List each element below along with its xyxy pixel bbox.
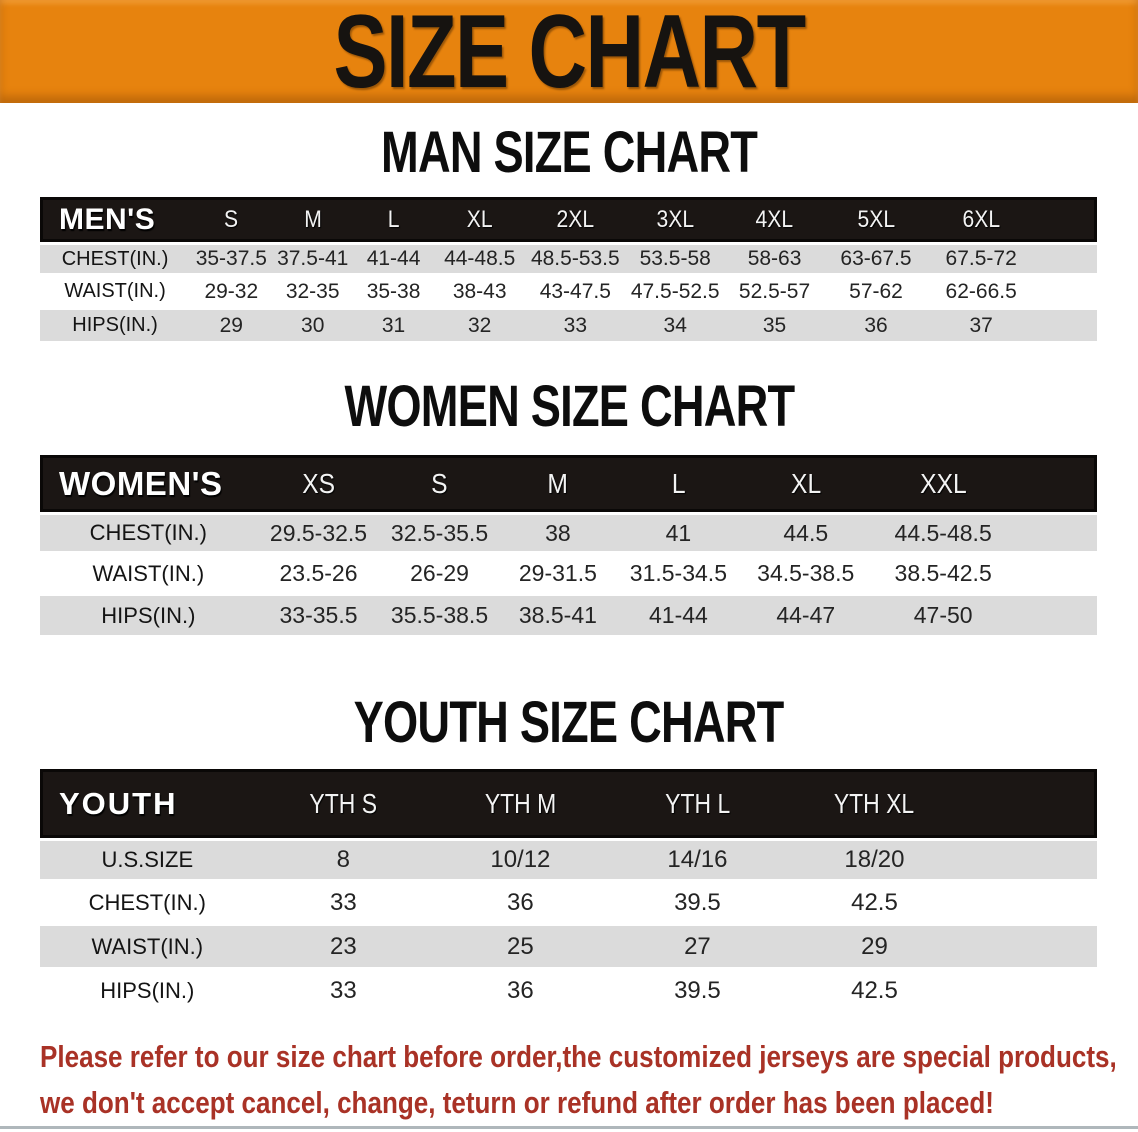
size-value-cell: 27 [609, 926, 787, 970]
size-value-cell: 42.5 [786, 882, 963, 926]
women-header-label: WOMEN'S [40, 455, 257, 512]
spacer-cell [963, 769, 1097, 838]
size-value-cell: 41-44 [617, 596, 740, 638]
size-value-cell: 23.5-26 [257, 554, 381, 596]
size-chart-banner [0, 0, 1138, 110]
size-column-header: M [273, 197, 353, 242]
size-value-cell: 32.5-35.5 [380, 512, 498, 554]
men-section-title: MAN SIZE CHART [380, 120, 758, 185]
spacer-cell [1035, 276, 1097, 310]
spacer-cell [963, 970, 1097, 1014]
size-value-cell: 36 [432, 970, 609, 1014]
women-section-title: WOMEN SIZE CHART [344, 374, 794, 439]
size-value-cell: 32-35 [273, 276, 353, 310]
size-value-cell: 8 [255, 838, 433, 882]
size-value-cell: 30 [273, 310, 353, 344]
youth-size-table [40, 769, 1097, 1014]
men-header-label: MEN'S [40, 197, 190, 242]
size-column-header: XL [434, 197, 525, 242]
size-value-cell: 44-48.5 [434, 242, 525, 276]
spacer-cell [1035, 242, 1097, 276]
size-column-header: XL [740, 455, 872, 512]
men-size-table [40, 197, 1097, 344]
policy-line-2: we don't accept cancel, change, teturn or refund after order has been placed! [40, 1085, 994, 1120]
size-value-cell: 33 [255, 970, 433, 1014]
youth-section-title: YOUTH SIZE CHART [354, 690, 784, 755]
spacer-cell [1015, 596, 1098, 638]
size-column-header: S [190, 197, 272, 242]
spacer-cell [1015, 512, 1098, 554]
size-value-cell: 47.5-52.5 [626, 276, 725, 310]
size-value-cell: 23 [255, 926, 433, 970]
spacer-cell [963, 926, 1097, 970]
spacer-cell [963, 838, 1097, 882]
size-value-cell: 67.5-72 [928, 242, 1035, 276]
men-header-row [40, 197, 1097, 242]
size-value-cell: 35-38 [353, 276, 434, 310]
size-value-cell: 29-32 [190, 276, 272, 310]
youth-header-label: YOUTH [40, 769, 255, 838]
row-label: CHEST(IN.) [40, 512, 257, 554]
size-value-cell: 26-29 [380, 554, 498, 596]
row-label: WAIST(IN.) [40, 554, 257, 596]
row-label: CHEST(IN.) [40, 242, 190, 276]
size-value-cell: 33-35.5 [257, 596, 381, 638]
size-value-cell: 43-47.5 [525, 276, 625, 310]
size-value-cell: 38 [499, 512, 617, 554]
size-column-header: L [617, 455, 740, 512]
size-value-cell: 33 [525, 310, 625, 344]
women-hips-row [40, 596, 1097, 638]
size-column-header: YTH M [432, 769, 609, 838]
size-column-header: YTH L [609, 769, 787, 838]
size-value-cell: 62-66.5 [928, 276, 1035, 310]
size-value-cell: 14/16 [609, 838, 787, 882]
size-value-cell: 42.5 [786, 970, 963, 1014]
size-column-header: 4XL [725, 197, 824, 242]
size-value-cell: 38.5-41 [499, 596, 617, 638]
men-hips-row [40, 310, 1097, 344]
size-value-cell: 48.5-53.5 [525, 242, 625, 276]
row-label: HIPS(IN.) [40, 970, 255, 1014]
size-value-cell: 38-43 [434, 276, 525, 310]
size-value-cell: 36 [432, 882, 609, 926]
size-value-cell: 44.5 [740, 512, 872, 554]
youth-waist-row [40, 926, 1097, 970]
size-value-cell: 29.5-32.5 [257, 512, 381, 554]
size-value-cell: 36 [824, 310, 928, 344]
size-column-header: XXL [872, 455, 1015, 512]
spacer-cell [1015, 455, 1098, 512]
policy-line-1: Please refer to our size chart before order,the customized jerseys are special products, [40, 1039, 1117, 1074]
size-value-cell: 39.5 [609, 882, 787, 926]
women-waist-row [40, 554, 1097, 596]
youth-chest-row [40, 882, 1097, 926]
size-value-cell: 25 [432, 926, 609, 970]
size-column-header: M [499, 455, 617, 512]
spacer-cell [1015, 554, 1098, 596]
size-column-header: YTH S [255, 769, 433, 838]
size-value-cell: 34 [626, 310, 725, 344]
size-value-cell: 35 [725, 310, 824, 344]
youth-ussize-row [40, 838, 1097, 882]
size-value-cell: 41 [617, 512, 740, 554]
size-value-cell: 35-37.5 [190, 242, 272, 276]
size-value-cell: 57-62 [824, 276, 928, 310]
women-size-table [40, 455, 1097, 638]
banner-title: SIZE CHART [333, 0, 805, 110]
size-column-header: 2XL [525, 197, 625, 242]
size-value-cell: 38.5-42.5 [872, 554, 1015, 596]
size-value-cell: 41-44 [353, 242, 434, 276]
size-value-cell: 35.5-38.5 [380, 596, 498, 638]
size-value-cell: 31 [353, 310, 434, 344]
size-value-cell: 47-50 [872, 596, 1015, 638]
size-column-header: L [353, 197, 434, 242]
size-value-cell: 52.5-57 [725, 276, 824, 310]
size-column-header: 6XL [928, 197, 1035, 242]
row-label: U.S.SIZE [40, 838, 255, 882]
women-chest-row [40, 512, 1097, 554]
size-value-cell: 10/12 [432, 838, 609, 882]
row-label: HIPS(IN.) [40, 310, 190, 344]
size-value-cell: 33 [255, 882, 433, 926]
size-column-header: S [380, 455, 498, 512]
size-value-cell: 29 [190, 310, 272, 344]
size-value-cell: 53.5-58 [626, 242, 725, 276]
row-label: WAIST(IN.) [40, 926, 255, 970]
men-waist-row [40, 276, 1097, 310]
men-chest-row [40, 242, 1097, 276]
row-label: WAIST(IN.) [40, 276, 190, 310]
size-value-cell: 63-67.5 [824, 242, 928, 276]
size-value-cell: 58-63 [725, 242, 824, 276]
row-label: CHEST(IN.) [40, 882, 255, 926]
size-value-cell: 39.5 [609, 970, 787, 1014]
youth-header-row [40, 769, 1097, 838]
size-value-cell: 34.5-38.5 [740, 554, 872, 596]
size-column-header: YTH XL [786, 769, 963, 838]
spacer-cell [1035, 310, 1097, 344]
size-value-cell: 29-31.5 [499, 554, 617, 596]
bottom-divider [0, 1126, 1138, 1129]
size-value-cell: 44.5-48.5 [872, 512, 1015, 554]
size-value-cell: 37.5-41 [273, 242, 353, 276]
women-header-row [40, 455, 1097, 512]
size-value-cell: 29 [786, 926, 963, 970]
size-column-header: XS [257, 455, 381, 512]
size-value-cell: 32 [434, 310, 525, 344]
order-policy-note [40, 1034, 1138, 1126]
size-column-header: 5XL [824, 197, 928, 242]
row-label: HIPS(IN.) [40, 596, 257, 638]
size-value-cell: 18/20 [786, 838, 963, 882]
size-value-cell: 37 [928, 310, 1035, 344]
spacer-cell [1035, 197, 1097, 242]
size-value-cell: 44-47 [740, 596, 872, 638]
youth-hips-row [40, 970, 1097, 1014]
size-value-cell: 31.5-34.5 [617, 554, 740, 596]
size-column-header: 3XL [626, 197, 725, 242]
spacer-cell [963, 882, 1097, 926]
